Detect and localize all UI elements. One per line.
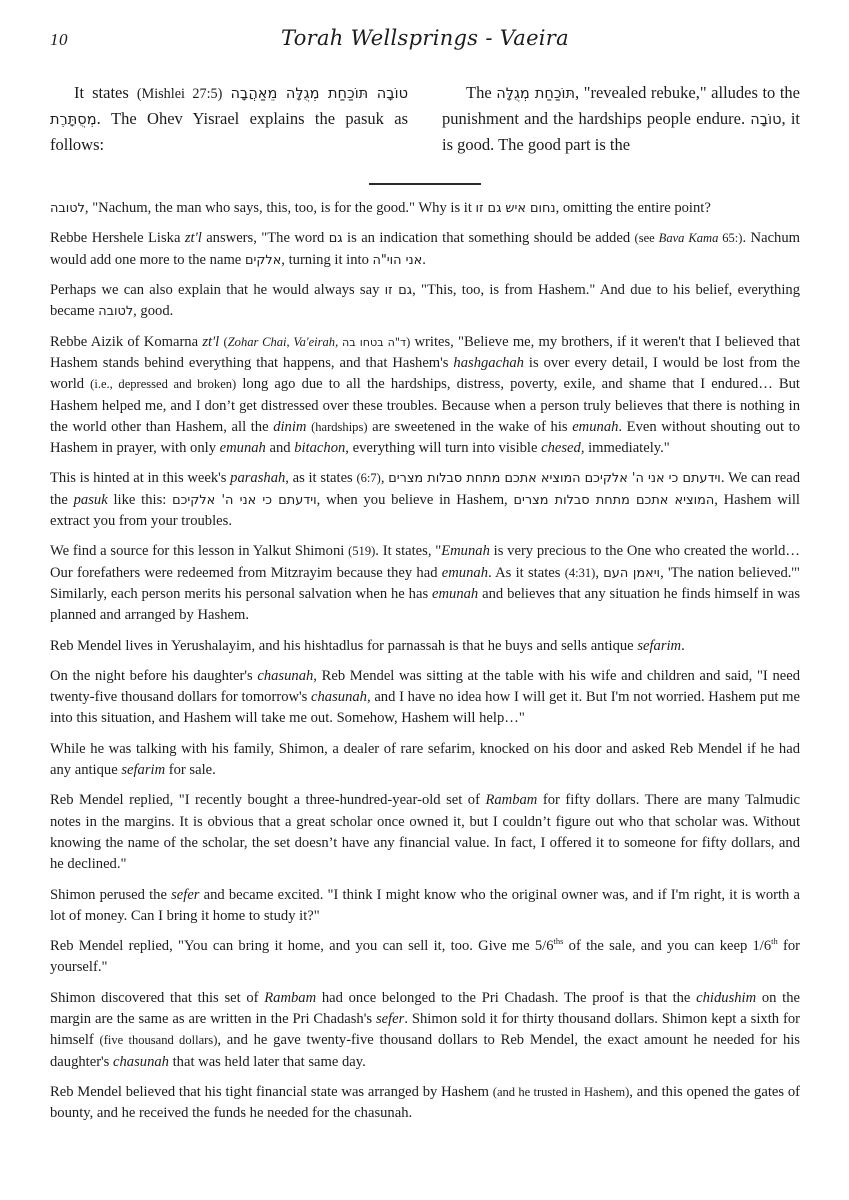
text-run: . Even without shouting out to Hashem in prayer, with only bbox=[50, 418, 801, 457]
hebrew-text: ד"ה בטחו בה bbox=[341, 335, 407, 349]
text-run: Perhaps we can also explain that he would always say bbox=[50, 282, 385, 299]
hebrew-text: טוֹבָה תּוֹכַחַת מְגֻלָּה מֵאַהֲבָה מְסֻתָּרֶת bbox=[50, 86, 409, 129]
text-run: (519) bbox=[348, 544, 376, 559]
right-column bbox=[442, 80, 800, 158]
text-run: like this: bbox=[107, 491, 173, 508]
text-run: sefer bbox=[171, 886, 200, 903]
text-run: emunah bbox=[432, 585, 479, 602]
text-run: Rambam bbox=[485, 792, 538, 809]
text-run: pasuk bbox=[73, 491, 108, 508]
text-run: . Shimon sold it for thirty thousand dollars. Shimon kept a sixth for himself bbox=[50, 1010, 800, 1049]
text-run: 65:) bbox=[718, 231, 743, 246]
text-run: Reb Mendel replied, "I recently bought a three-hundred-year-old set of bbox=[50, 792, 486, 809]
text-run: , "revealed rebuke," alludes to the punishment and the hardships people endure. bbox=[442, 83, 801, 129]
text-run: for yourself." bbox=[50, 938, 801, 976]
hebrew-text: המוציא אתכם מתחת סבלות מצרים bbox=[513, 492, 715, 508]
paragraph bbox=[50, 636, 800, 657]
text-run: (see bbox=[634, 231, 659, 246]
text-run: writes, "Believe me, my brothers, if it weren't that I believed that Hashem stands behind everything that happens, and that Hashem's bbox=[50, 333, 800, 371]
text-run: on the margin are the same as are written in the Pri Chadash's bbox=[50, 989, 800, 1027]
text-run: Rebbe Hershele Liska bbox=[50, 230, 185, 247]
hebrew-text: וידעתם כי אני ה' אלקיכם המוציא אתכם מתחת סבלות מצרים bbox=[388, 471, 721, 487]
text-run: th bbox=[771, 936, 778, 947]
text-run: Shimon perused the bbox=[50, 886, 172, 903]
text-run: . bbox=[681, 637, 685, 654]
text-run: immediately." bbox=[584, 440, 670, 457]
text-run: , as it states bbox=[285, 470, 357, 487]
text-run: emunah bbox=[219, 440, 266, 457]
text-run: , when you believe in Hashem, bbox=[316, 491, 514, 508]
text-run: While he was talking with his family, Shimon, a dealer of rare sefarim, knocked on his door and asked Reb Mendel if he had any antique bbox=[50, 740, 800, 779]
text-run: (4:31) bbox=[564, 565, 596, 580]
text-run: Reb Mendel replied, "You can bring it home, and you can sell it, too. Give me 5/6 bbox=[50, 938, 554, 955]
text-run: that was held later that same day. bbox=[168, 1053, 366, 1070]
text-run: Bava Kama bbox=[658, 231, 719, 246]
text-run: , Hashem will extract you from your troubles. bbox=[50, 491, 800, 530]
text-run: , it is good. The good part is the bbox=[442, 109, 800, 155]
text-run: . The Ohev Yisrael explains the pasuk as follows: bbox=[50, 109, 408, 155]
text-run: . It states, " bbox=[375, 543, 442, 560]
text-run: , and I have no idea how I will get it. But I'm not worried. Hashem put me into this situation, and Hashem will take me out. Somehow, Hashem will help…" bbox=[50, 689, 800, 727]
paragraph bbox=[50, 198, 800, 219]
text-run: emunah bbox=[572, 418, 619, 435]
text-run: dinim bbox=[273, 418, 307, 435]
text-run: and believes that any situation he finds himself in was planned and arranged by Hashem. bbox=[50, 585, 800, 624]
text-run: chasunah bbox=[311, 689, 367, 706]
paragraph bbox=[50, 666, 800, 730]
text-run: zt'l bbox=[184, 230, 202, 247]
text-run: chasunah bbox=[257, 667, 314, 684]
page-title: Torah Wellsprings - Vaeira bbox=[281, 26, 569, 50]
text-run: , and he gave twenty-five thousand dollars to Reb Mendel, the exact amount he needed for his daughter's bbox=[50, 1032, 800, 1070]
text-run: ) bbox=[406, 334, 411, 349]
paragraph bbox=[50, 541, 800, 626]
text-run: bitachon, bbox=[294, 440, 349, 457]
paragraph bbox=[50, 228, 800, 271]
text-run: chesed, bbox=[541, 440, 585, 457]
text-run: . As it states bbox=[488, 564, 565, 581]
paragraph bbox=[50, 1082, 800, 1125]
text-run: for sale. bbox=[165, 762, 216, 779]
text-run: (and he trusted in Hashem) bbox=[492, 1084, 630, 1099]
text-run: Emunah bbox=[441, 543, 490, 560]
hebrew-text: גם bbox=[328, 231, 343, 247]
text-run: Reb Mendel believed that his tight financial state was arranged by Hashem bbox=[50, 1083, 493, 1100]
text-run: , omitting the entire point? bbox=[555, 200, 711, 217]
text-run: The bbox=[466, 83, 497, 102]
paragraph bbox=[50, 739, 800, 782]
text-run: , "This, too, is from Hashem." And due to his belief, everything became bbox=[50, 282, 800, 320]
paragraph bbox=[50, 80, 408, 158]
paragraph bbox=[50, 468, 800, 532]
text-run: (hardships) bbox=[311, 419, 368, 434]
text-run: chidushim bbox=[696, 989, 757, 1006]
text-run: . bbox=[422, 251, 426, 268]
text-run: is very precious to the One who created the world… Our forefathers were redeemed from Mitzrayim because they had bbox=[50, 543, 800, 581]
text-run: This is hinted at in this week's bbox=[50, 470, 231, 487]
text-run: It states bbox=[74, 83, 137, 102]
text-run: are sweetened in the wake of his bbox=[367, 418, 573, 435]
hebrew-text: ויאמן העם bbox=[603, 565, 661, 581]
text-run: parashah bbox=[230, 470, 286, 487]
text-run: (five thousand dollars) bbox=[99, 1033, 218, 1048]
paragraph bbox=[50, 280, 800, 323]
text-run: long ago due to all the hardships, distress, poverty, exile, and shame that I endured… But Hashem helped me, and I don’t get distressed over these troubles. Because when a person truly believes that there is nothing in the world other than Hashem, all the bbox=[50, 376, 800, 435]
text-run: chasunah bbox=[113, 1053, 169, 1070]
text-run: , bbox=[380, 470, 389, 487]
paragraph bbox=[50, 936, 800, 979]
text-run: sefarim bbox=[637, 637, 682, 654]
text-run: Zohar Chai, Va'eirah, bbox=[227, 334, 339, 349]
hebrew-text: וידעתם כי אני ה' אלקיכם bbox=[172, 492, 317, 508]
text-run: , 'The nation believed.'" Similarly, each person merits his personal salvation when he has bbox=[50, 564, 800, 602]
text-run: and became excited. "I think I might know who the original owner was, and if I'm right, it is worth a lot of money. Can I bring it home to study it?" bbox=[50, 886, 800, 924]
hebrew-text: נחום איש גם זו bbox=[475, 201, 556, 217]
text-run: answers, "The word bbox=[201, 230, 329, 247]
text-run: of the sale, and you can keep 1/6 bbox=[563, 938, 772, 955]
text-run: . We can read the bbox=[50, 470, 801, 508]
text-run: We find a source for this lesson in Yalkut Shimoni bbox=[50, 543, 349, 560]
text-run: , turning it into bbox=[281, 251, 373, 268]
text-run: for fifty dollars. There are many Talmudic notes in the margins. It is obvious that a great scholar once owned it, but I couldn’t figure out who that scholar was. Without knowing the name of the scholar, the set doesn’t have any financial value. In fact, I offered it to someone for fifty dollars, and he declined." bbox=[50, 792, 800, 873]
text-run: ( bbox=[223, 334, 228, 349]
text-run: , bbox=[595, 564, 604, 581]
hebrew-text: לטובה bbox=[50, 201, 85, 217]
paragraph bbox=[50, 885, 800, 928]
footnote-divider bbox=[369, 183, 481, 185]
text-run: . Nachum would add one more to the name bbox=[50, 230, 800, 268]
text-run: (Mishlei 27:5) bbox=[136, 86, 223, 102]
hebrew-text: אני הוי"ה bbox=[372, 252, 423, 268]
hebrew-text: טוֹבָה bbox=[750, 112, 782, 129]
page-header bbox=[50, 26, 800, 56]
text-run: , "Nachum, the man who says, this, too, is for the good." Why is it bbox=[84, 200, 476, 217]
text-run: Rambam bbox=[264, 989, 317, 1006]
paragraph bbox=[442, 80, 800, 158]
text-run: , and this opened the gates of bounty, and he received the funds he needed for the chasunah. bbox=[50, 1083, 800, 1122]
text-run: (i.e., depressed and broken) bbox=[90, 377, 237, 392]
text-run: emunah bbox=[441, 564, 488, 581]
left-column bbox=[50, 80, 408, 158]
text-run: Reb Mendel lives in Yerushalayim, and his hishtadlus for parnassah is that he buys and sells antique bbox=[50, 637, 638, 654]
paragraph bbox=[50, 790, 800, 875]
hebrew-text: תּוֹכַחַת מְגֻלָּה bbox=[496, 86, 576, 102]
paragraph bbox=[50, 988, 800, 1073]
text-run: sefer bbox=[375, 1010, 405, 1027]
main-text-columns bbox=[50, 80, 800, 158]
text-run: is an indication that something should be added bbox=[342, 230, 635, 247]
text-run: sefarim bbox=[121, 762, 166, 779]
hebrew-text: אלקים bbox=[244, 252, 282, 268]
text-run: On the night before his daughter's bbox=[50, 667, 258, 684]
text-run: and bbox=[265, 440, 295, 457]
footnotes-section bbox=[50, 198, 800, 1124]
text-run: everything will turn into visible bbox=[348, 440, 542, 457]
text-run: Shimon discovered that this set of bbox=[50, 989, 265, 1006]
page-number: 10 bbox=[50, 30, 68, 49]
text-run: Rebbe Aizik of Komarna bbox=[50, 333, 203, 350]
text-run: hashgachah bbox=[453, 354, 524, 371]
hebrew-text: לטובה bbox=[98, 304, 134, 320]
text-run: had once belonged to the Pri Chadash. The proof is that the bbox=[316, 989, 697, 1006]
text-run: ths bbox=[553, 936, 564, 947]
paragraph bbox=[50, 332, 800, 460]
text-run: is over every detail, I would be lost from the world bbox=[50, 354, 800, 393]
text-run: (6:7) bbox=[356, 471, 381, 486]
text-run: zt'l bbox=[202, 333, 220, 350]
text-run: , good. bbox=[133, 303, 174, 320]
text-run: , Reb Mendel was sitting at the table with his wife and children and said, "I need twenty-five thousand dollars for tomorrow's bbox=[50, 667, 800, 706]
hebrew-text: גם זו bbox=[384, 283, 413, 299]
